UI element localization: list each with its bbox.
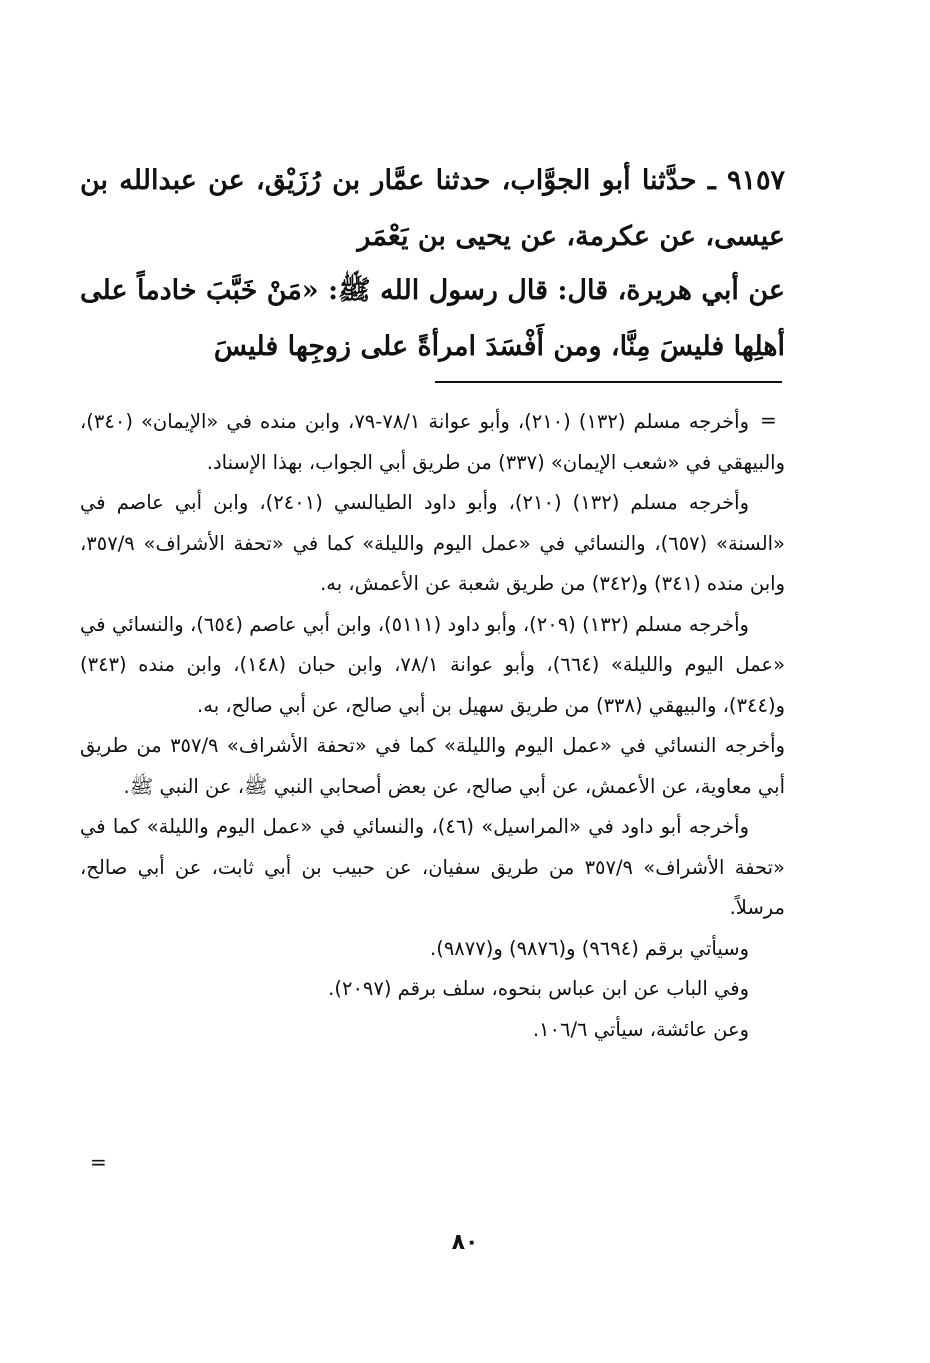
footnote-paragraph: وسيأتي برقم (٩٦٩٤) و(٩٨٧٦) و(٩٨٧٧). [430,936,749,960]
hadith-isnad: ٩١٥٧ ـ حدَّثنا أبو الجوَّاب، حدثنا عمَّار بن رُزَيْق، عن عبدالله بن عيسى، عن عكرمة، عن يحيى بن يَعْمَر [80,165,785,252]
footnote-paragraph: وأخرجه مسلم (١٣٢) (٢٠٩)، وأبو داود (٥١١١)، وابن أبي عاصم (٦٥٤)، والنسائي في «عمل اليوم والليلة» (٦٦٤)، وأبو عوانة ٧٨/١، وابن حبان (١٤٨)، وابن منده (٣٤٣) و(٣٤٤)، والبيهقي (٣٣٨) من طريق سهيل بن أبي صالح، عن أبي صالح، به. [80,612,785,717]
page-number: ٨٠ [451,1230,479,1255]
footnote-paragraph: وأخرجه النسائي في «عمل اليوم والليلة» كما في «تحفة الأشراف» ٣٥٧/٩ من طريق أبي معاوية، عن الأعمش، عن أبي صالح، عن بعض أصحابي النبي ﷺ، عن النبي ﷺ. [80,734,786,798]
hadith-matn: عن أبي هريرة، قال: قال رسول الله ﷺ: «مَنْ خَبَّبَ خادماً على أهلِها فليسَ مِنَّا، ومن أَفْسَدَ امرأةً على زوجِها فليسَ [80,275,785,362]
footnote-paragraph: وعن عائشة، سيأتي ١٠٦/٦. [532,1017,749,1041]
continuation-mark-bottom: = [90,1150,107,1174]
footnote-paragraph: وأخرجه مسلم (١٣٢) (٢١٠)، وأبو عوانة ٧٨/١-٧٩، وابن منده في «الإيمان» (٣٤٠)، والبيهقي في «شعب الإيمان» (٣٣٧) من طريق أبي الجواب، بهذا الإسناد. [80,410,785,474]
footnote-divider [435,381,782,383]
continuation-mark-top: = [760,408,777,432]
footnote-paragraph: وفي الباب عن ابن عباس بنحوه، سلف برقم (٢٠٩٧). [328,977,749,1000]
footnote-paragraph: وأخرجه أبو داود في «المراسيل» (٤٦)، والنسائي في «عمل اليوم والليلة» كما في «تحفة الأشراف» ٣٥٧/٩ من طريق سفيان، عن حبيب بن أبي ثابت، عن أبي صالح، مرسلاً. [80,815,785,919]
footnote-paragraph: وأخرجه مسلم (١٣٢) (٢١٠)، وأبو داود الطيالسي (٢٤٠١)، وابن أبي عاصم في «السنة» (٦٥٧)، والنسائي في «عمل اليوم والليلة» كما في «تحفة الأشراف» ٣٥٧/٩، وابن منده (٣٤١) و(٣٤٢) من طريق شعبة عن الأعمش، به. [80,491,785,595]
footnotes [80,402,785,1050]
